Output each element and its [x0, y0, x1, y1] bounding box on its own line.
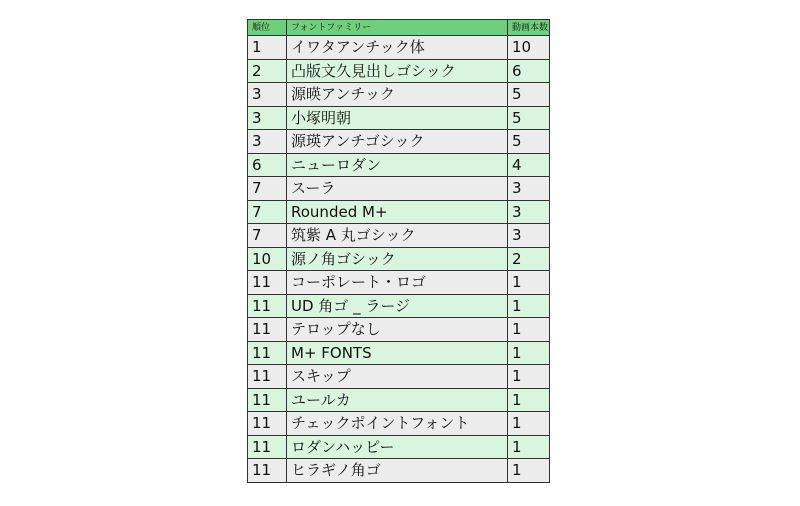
rank-cell: 2 — [248, 59, 287, 83]
table-row — [248, 83, 550, 107]
rank-cell: 11 — [248, 318, 287, 342]
table-row — [248, 153, 550, 177]
table-row — [248, 200, 550, 224]
video-count-cell: 5 — [508, 83, 550, 107]
video-count-cell: 1 — [508, 271, 550, 295]
table-row — [248, 388, 550, 412]
video-count-cell: 2 — [508, 247, 550, 271]
font-family-cell: 源瑛アンチゴシック — [287, 130, 508, 154]
font-family-cell: Rounded M+ — [287, 200, 508, 224]
table-row — [248, 36, 550, 60]
rank-cell: 3 — [248, 106, 287, 130]
font-family-cell: イワタアンチック体 — [287, 36, 508, 60]
font-family-cell: 凸版文久見出しゴシック — [287, 59, 508, 83]
rank-cell: 11 — [248, 388, 287, 412]
header-row — [248, 20, 550, 36]
video-count-cell: 1 — [508, 365, 550, 389]
table-row — [248, 59, 550, 83]
rank-cell: 3 — [248, 130, 287, 154]
video-count-cell: 1 — [508, 294, 550, 318]
table-body — [248, 36, 550, 483]
rank-cell: 11 — [248, 412, 287, 436]
rank-cell: 11 — [248, 341, 287, 365]
rank-cell: 11 — [248, 459, 287, 483]
video-count-cell: 5 — [508, 130, 550, 154]
video-count-cell: 1 — [508, 388, 550, 412]
rank-cell: 7 — [248, 224, 287, 248]
rank-cell: 7 — [248, 200, 287, 224]
rank-cell: 11 — [248, 271, 287, 295]
table-row — [248, 459, 550, 483]
table-row — [248, 318, 550, 342]
video-count-cell: 1 — [508, 459, 550, 483]
header-rank: 順位 — [248, 20, 287, 36]
rank-cell: 6 — [248, 153, 287, 177]
font-family-cell: UD 角ゴ _ ラージ — [287, 294, 508, 318]
table-row — [248, 247, 550, 271]
font-family-cell: 小塚明朝 — [287, 106, 508, 130]
font-family-cell: コーポレート・ロゴ — [287, 271, 508, 295]
video-count-cell: 5 — [508, 106, 550, 130]
table-row — [248, 412, 550, 436]
table-row — [248, 365, 550, 389]
font-family-cell: チェックポイントフォント — [287, 412, 508, 436]
font-family-cell: 筑紫 A 丸ゴシック — [287, 224, 508, 248]
font-family-cell: スーラ — [287, 177, 508, 201]
font-family-cell: 源暎アンチック — [287, 83, 508, 107]
table-row — [248, 341, 550, 365]
rank-cell: 3 — [248, 83, 287, 107]
rank-cell: 1 — [248, 36, 287, 60]
table-header — [248, 20, 550, 36]
table-row — [248, 130, 550, 154]
font-family-cell: 源ノ角ゴシック — [287, 247, 508, 271]
video-count-cell: 1 — [508, 341, 550, 365]
video-count-cell: 1 — [508, 412, 550, 436]
rank-cell: 11 — [248, 365, 287, 389]
video-count-cell: 3 — [508, 224, 550, 248]
header-video-count: 動画本数 — [508, 20, 550, 36]
font-family-cell: テロップなし — [287, 318, 508, 342]
rank-cell: 11 — [248, 294, 287, 318]
video-count-cell: 10 — [508, 36, 550, 60]
font-family-cell: ロダンハッピー — [287, 435, 508, 459]
rank-cell: 7 — [248, 177, 287, 201]
font-ranking-table — [247, 19, 550, 483]
font-family-cell: スキップ — [287, 365, 508, 389]
font-family-cell: ニューロダン — [287, 153, 508, 177]
rank-cell: 10 — [248, 247, 287, 271]
table-row — [248, 271, 550, 295]
video-count-cell: 3 — [508, 177, 550, 201]
header-font-family: フォントファミリー — [287, 20, 508, 36]
video-count-cell: 3 — [508, 200, 550, 224]
table-row — [248, 294, 550, 318]
table-row — [248, 435, 550, 459]
font-family-cell: ヒラギノ角ゴ — [287, 459, 508, 483]
video-count-cell: 1 — [508, 435, 550, 459]
video-count-cell: 4 — [508, 153, 550, 177]
rank-cell: 11 — [248, 435, 287, 459]
video-count-cell: 1 — [508, 318, 550, 342]
font-family-cell: M+ FONTS — [287, 341, 508, 365]
table-row — [248, 224, 550, 248]
font-family-cell: ユールカ — [287, 388, 508, 412]
video-count-cell: 6 — [508, 59, 550, 83]
table-row — [248, 106, 550, 130]
table-row — [248, 177, 550, 201]
